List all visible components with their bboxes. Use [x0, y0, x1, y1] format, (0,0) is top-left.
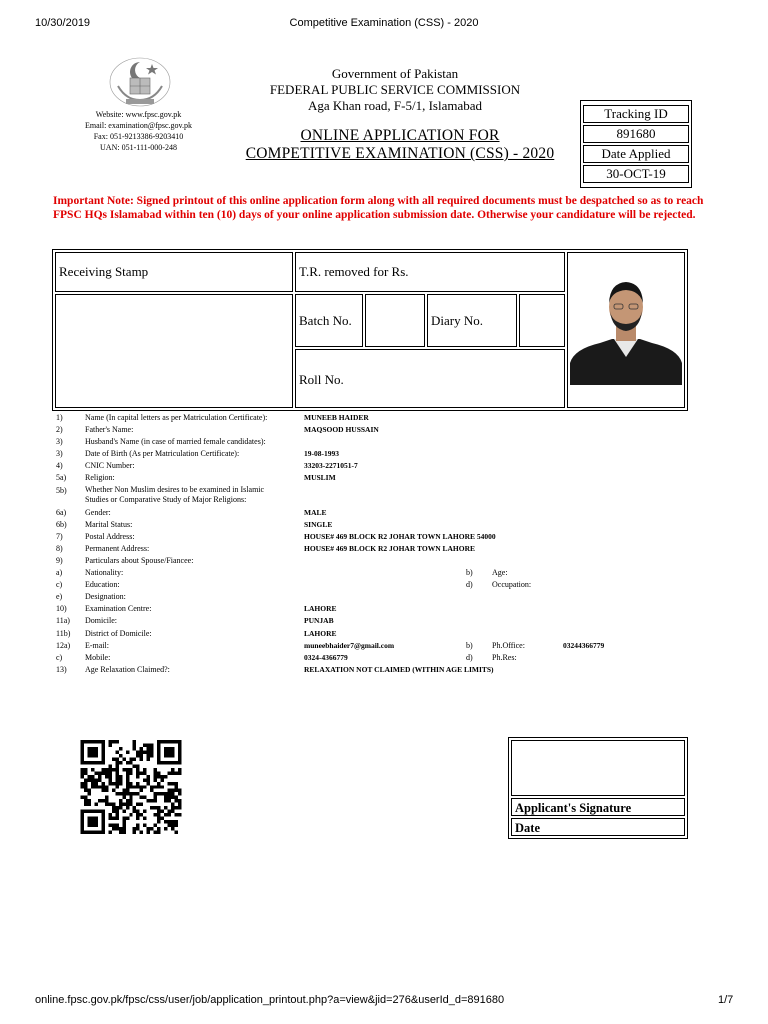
- date-label: Date: [511, 818, 685, 836]
- field-value: MALE: [304, 507, 327, 517]
- field-label: Education:: [85, 580, 120, 590]
- applicant-fields: [56, 412, 696, 676]
- field-label: Age Relaxation Claimed?:: [85, 664, 170, 674]
- field-value: HOUSE# 469 BLOCK R2 JOHAR TOWN LAHORE 54000: [304, 531, 496, 541]
- title-line-1: ONLINE APPLICATION FOR: [300, 127, 500, 144]
- field-row: [56, 472, 696, 484]
- field-value: 33203-2271051-7: [304, 461, 358, 471]
- field-number: 10): [56, 604, 67, 614]
- field-value: HOUSE# 469 BLOCK R2 JOHAR TOWN LAHORE: [304, 543, 475, 553]
- field-value: LAHORE: [304, 604, 337, 614]
- pakistan-emblem-icon: [108, 56, 172, 108]
- field-label: Religion:: [85, 473, 115, 483]
- applicant-signature-label: Applicant's Signature: [511, 798, 685, 816]
- field-number: c): [56, 652, 63, 662]
- qr-code: [80, 740, 182, 834]
- field-value: PUNJAB: [304, 616, 334, 626]
- print-page-title: Competitive Examination (CSS) - 2020: [289, 17, 479, 29]
- gov-line-2: FEDERAL PUBLIC SERVICE COMMISSION: [269, 82, 521, 97]
- field-label: Nationality:: [85, 568, 124, 578]
- field-label-secondary: Ph.Office:: [492, 640, 525, 650]
- field-row: [56, 436, 696, 448]
- field-label: CNIC Number:: [85, 461, 135, 471]
- field-number: 3): [56, 449, 63, 459]
- field-number: 8): [56, 543, 63, 553]
- gov-line-3: Aga Khan road, F-5/1, Islamabad: [307, 98, 482, 113]
- field-row: [56, 519, 696, 531]
- field-number: 6b): [56, 519, 67, 529]
- field-row: [56, 640, 696, 652]
- field-label: District of Domicile:: [85, 628, 152, 638]
- field-row: [56, 424, 696, 436]
- field-row: [56, 664, 696, 676]
- field-number: 7): [56, 531, 63, 541]
- field-label: Name (In capital letters as per Matriculation Certificate):: [85, 413, 268, 422]
- field-row: [56, 628, 696, 640]
- field-label: Husband's Name (in case of married female candidates):: [85, 437, 266, 447]
- field-label: Date of Birth (As per Matriculation Certificate):: [85, 449, 240, 459]
- contact-info: [56, 109, 221, 153]
- field-row: [56, 567, 696, 579]
- photo-cell: [567, 252, 685, 408]
- field-number: 6a): [56, 507, 67, 517]
- field-label-secondary: Age:: [492, 568, 508, 578]
- diary-no-value-cell: [519, 294, 565, 347]
- field-value: 0324-4366779: [304, 652, 348, 662]
- print-page-count: 1/7: [718, 994, 734, 1006]
- field-label: Marital Status:: [85, 519, 133, 529]
- batch-no-value-cell: [365, 294, 425, 347]
- roll-no-cell: [295, 349, 565, 408]
- field-row: [56, 543, 696, 555]
- field-number: 12a): [56, 640, 71, 650]
- field-number: c): [56, 580, 63, 590]
- field-number: 11a): [56, 616, 70, 626]
- field-number: e): [56, 592, 63, 602]
- stamp-area-cell: [55, 294, 293, 408]
- field-row: [56, 603, 696, 615]
- field-number: 5b): [56, 485, 67, 495]
- date-applied-value: 30-OCT-19: [583, 165, 689, 183]
- diary-no-label: Diary No.: [431, 313, 483, 328]
- field-label: Designation:: [85, 592, 126, 602]
- field-number: 13): [56, 664, 67, 674]
- tr-removed-label: T.R. removed for Rs.: [299, 264, 409, 279]
- field-value: MUNEEB HAIDER: [304, 413, 369, 422]
- field-number: 9): [56, 555, 63, 565]
- website-text: Website: www.fpsc.gov.pk: [95, 110, 182, 119]
- field-value: 19-08-1993: [304, 449, 339, 459]
- field-label: E-mail:: [85, 640, 109, 650]
- important-note: Important Note: Signed printout of this online application form along with all required documents must be despatched so as to reach FPSC HQs Islamabad within ten (10) days of your online application submission date. Otherwise your candidature will be rejected.: [53, 195, 704, 221]
- print-date: 10/30/2019: [35, 17, 91, 29]
- field-number: a): [56, 568, 63, 578]
- field-number: 11b): [56, 628, 71, 638]
- field-number: 5a): [56, 473, 67, 483]
- field-label-line-1: Whether Non Muslim desires to be examined in Islamic: [85, 484, 265, 494]
- field-number: 3): [56, 437, 63, 447]
- field-row: [56, 485, 696, 507]
- diary-no-cell: [427, 294, 517, 347]
- field-row: [56, 531, 696, 543]
- tracking-box: [580, 100, 692, 188]
- batch-no-cell: [295, 294, 363, 347]
- field-label: Gender:: [85, 507, 111, 517]
- field-label: Domicile:: [85, 616, 117, 626]
- field-value: RELAXATION NOT CLAIMED (WITHIN AGE LIMITS): [304, 664, 494, 674]
- field-value-secondary: 03244366779: [563, 640, 605, 650]
- field-row: [56, 448, 696, 460]
- field-label-line-2: Studies or Comparative Study of Major Religions:: [85, 494, 247, 504]
- field-row: [56, 579, 696, 591]
- date-applied-label: Date Applied: [583, 145, 689, 163]
- tracking-id-label: Tracking ID: [583, 105, 689, 123]
- batch-no-label: Batch No.: [299, 313, 352, 328]
- field-row: [56, 652, 696, 664]
- fax-text: Fax: 051-9213386-9203410: [93, 132, 184, 141]
- government-header: [230, 66, 560, 114]
- field-row: [56, 412, 696, 424]
- application-title: [200, 127, 600, 163]
- field-number: 4): [56, 461, 63, 471]
- field-number: 2): [56, 425, 63, 435]
- field-value: muneebhaider7@gmail.com: [304, 640, 395, 650]
- field-label: Particulars about Spouse/Fiancee:: [85, 555, 194, 565]
- email-text: Email: examination@fpsc.gov.pk: [84, 121, 193, 130]
- field-value: MUSLIM: [304, 473, 336, 483]
- receiving-stamp-label: Receiving Stamp: [59, 264, 149, 279]
- field-label: Father's Name:: [85, 425, 134, 435]
- signature-space: [511, 740, 685, 796]
- field-number-secondary: d): [466, 652, 473, 662]
- signature-box: [508, 737, 688, 839]
- tr-removed-cell: [295, 252, 565, 292]
- field-row: [56, 507, 696, 519]
- field-number-secondary: d): [466, 580, 473, 590]
- field-label: Mobile:: [85, 652, 111, 662]
- field-label: [85, 485, 300, 505]
- field-row: [56, 615, 696, 627]
- field-number: 1): [56, 413, 63, 422]
- field-label: Permanent Address:: [85, 543, 150, 553]
- field-row: [56, 555, 696, 567]
- field-label: Postal Address:: [85, 531, 135, 541]
- tracking-id-value: 891680: [583, 125, 689, 143]
- field-row: [56, 591, 696, 603]
- field-value: MAQSOOD HUSSAIN: [304, 425, 379, 435]
- uan-text: UAN: 051-111-000-248: [100, 143, 177, 152]
- field-row: [56, 460, 696, 472]
- applicant-photo: [570, 277, 682, 390]
- field-label-secondary: Occupation:: [492, 580, 532, 590]
- print-url: online.fpsc.gov.pk/fpsc/css/user/job/application_printout.php?a=view&jid=276&userId_d=891680: [35, 994, 505, 1006]
- field-value: SINGLE: [304, 519, 333, 529]
- title-line-2: COMPETITIVE EXAMINATION (CSS) - 2020: [245, 145, 555, 162]
- field-number-secondary: b): [466, 568, 473, 578]
- field-label: Examination Centre:: [85, 604, 152, 614]
- field-value: LAHORE: [304, 628, 337, 638]
- gov-line-1: Government of Pakistan: [331, 66, 459, 81]
- roll-no-label: Roll No.: [299, 372, 344, 387]
- field-label-secondary: Ph.Res:: [492, 652, 517, 662]
- field-number-secondary: b): [466, 640, 473, 650]
- receiving-stamp-cell: [55, 252, 293, 292]
